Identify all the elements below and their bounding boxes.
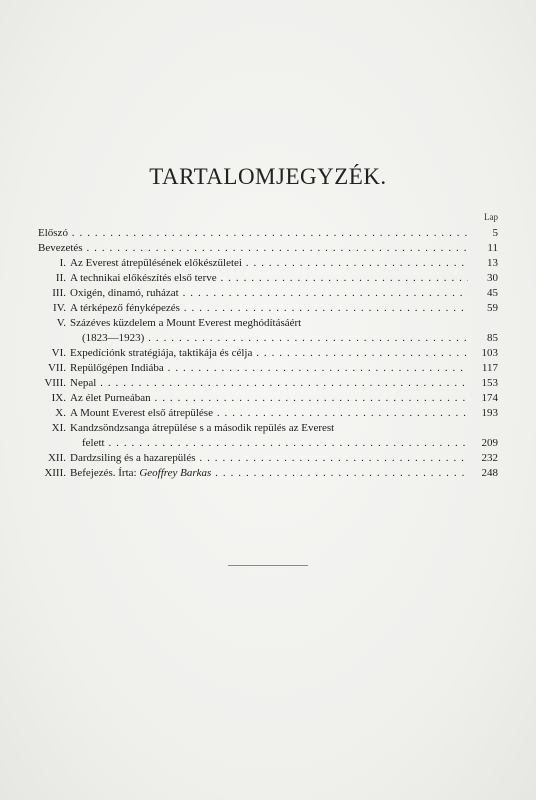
toc-entry-page: 13 [487,257,498,269]
toc-entry-number: VI. [51,347,66,359]
toc-entry-title: Kandzsöndzsanga átrepülése s a második repülés az Everest [70,422,335,434]
toc-entry-page: 85 [487,332,498,344]
toc-row [38,316,498,331]
page-title: TARTALOMJEGYZÉK. [149,164,387,189]
toc-entry-page: 11 [487,242,498,254]
toc-entry-page: 193 [481,407,498,419]
toc-entry-author: Geoffrey Barkas [139,467,212,479]
toc-entry-title: Százéves küzdelem a Mount Everest meghódításáért [70,317,302,329]
toc-row [38,256,498,271]
toc-entry-page: 174 [481,392,498,404]
toc-entry-title: Az élet Purneában . . . [70,391,468,406]
table-of-contents [38,226,498,481]
toc-row [38,466,498,481]
toc-entry-page: 45 [487,287,498,299]
toc-row [38,271,498,286]
toc-row-continuation [38,436,498,451]
toc-row [38,421,498,436]
toc-entry-title: Befejezés. Írta: Geoffrey Barkas . . . [70,466,468,481]
toc-row [38,376,498,391]
toc-entry-page: 59 [487,302,498,314]
toc-entry-title: Dardzsiling és a hazarepülés . . . [70,451,468,466]
toc-entry-page: 232 [481,452,498,464]
toc-entry-page: 153 [481,377,498,389]
toc-entry-number: III. [52,287,66,299]
toc-row [38,226,498,241]
toc-entry-page: 30 [487,272,498,284]
toc-entry-title: Előszó . . . [38,226,468,241]
toc-entry-title: Oxigén, dinamó, ruházat . . . [70,286,468,301]
toc-entry-number: XII. [47,452,66,464]
toc-row [38,406,498,421]
toc-entry-number: VIII. [44,377,66,389]
toc-entry-number: IV. [53,302,66,314]
toc-row [38,361,498,376]
toc-row [38,286,498,301]
toc-row [38,451,498,466]
toc-entry-number: IX. [51,392,66,404]
toc-entry-number: XIII. [44,467,66,479]
toc-entry-page: 248 [481,467,498,479]
toc-entry-number: I. [59,257,66,269]
toc-row [38,241,498,256]
toc-entry-title: Expedíciónk stratégiája, taktikája és célja . . . [70,346,468,361]
toc-row-continuation [38,331,498,346]
toc-entry-title: A térképező fényképezés . . . [70,301,468,316]
toc-entry-title: Az Everest átrepülésének előkészületei . . . [70,256,468,271]
end-divider-rule [228,565,308,566]
toc-entry-title: Bevezetés . . . [38,241,468,256]
toc-entry-page: 5 [492,227,498,239]
toc-entry-page: 103 [481,347,498,359]
toc-entry-page: 117 [481,362,498,374]
toc-entry-page: 209 [481,437,498,449]
toc-entry-title: (1823—1923) . . . [82,331,468,346]
toc-row [38,391,498,406]
toc-entry-number: II. [55,272,66,284]
toc-entry-title: felett . . . [82,436,468,451]
toc-entry-title: Nepal . . . [70,376,468,391]
toc-entry-number: X. [55,407,66,419]
page-column-header: Lap [484,212,498,222]
toc-entry-number: V. [56,317,66,329]
toc-entry-number: XI. [51,422,66,434]
toc-entry-number: VII. [47,362,66,374]
toc-entry-title: Repülőgépen Indiába . . . [70,361,468,376]
toc-entry-title: A technikai előkészítés első terve . . . [70,271,468,286]
toc-entry-title: A Mount Everest első átrepülése . . . [70,406,468,421]
toc-row [38,301,498,316]
toc-row [38,346,498,361]
